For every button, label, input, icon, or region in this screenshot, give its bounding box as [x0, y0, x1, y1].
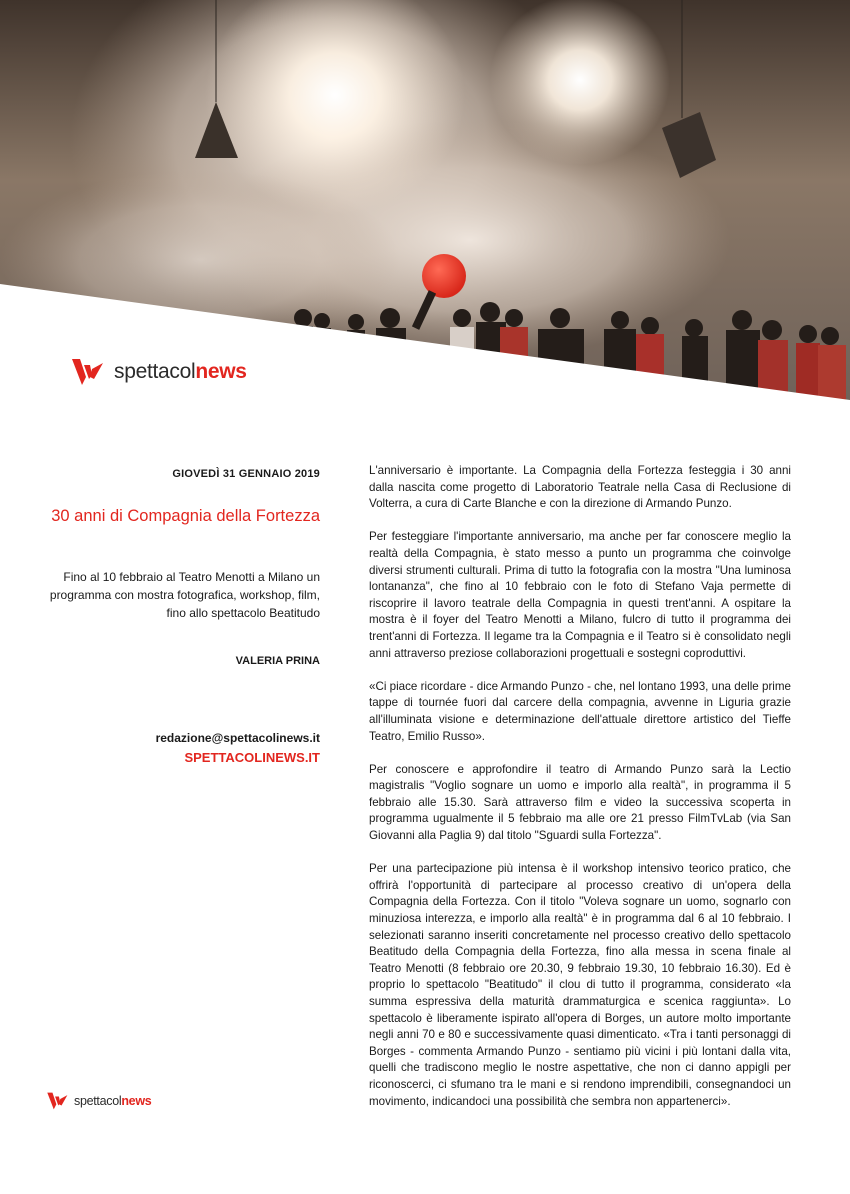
stage-scene-illustration	[0, 0, 850, 400]
article-author: VALERIA PRINA	[235, 655, 320, 667]
article-body	[369, 463, 791, 1127]
footer-brand-logo[interactable]	[46, 1090, 151, 1112]
article-paragraph: L'anniversario è importante. La Compagnia della Fortezza festeggia i 30 anni dalla nascita come progetto di Laboratorio Teatrale nella Casa di Reclusione di Volterra, a cura di Carte Blanche e con la direzione di Armando Punzo.	[369, 464, 791, 511]
brand-logo[interactable]	[70, 355, 247, 389]
article-title: 30 anni di Compagnia della Fortezza	[51, 507, 320, 525]
article-date: GIOVEDÌ 31 GENNAIO 2019	[172, 468, 320, 480]
brand-chevrons-icon	[70, 355, 104, 389]
article-paragraph: «Ci piace ricordare - dice Armando Punzo - che, nel lontano 1993, una delle prime tappe di tournée fuori dal carcere della compagnia, avvenne in Liguria grazie all'illuminata visione e determinazione dell'attuale direttore artistico del Tieffe Teatro, Emilio Russo».	[369, 679, 791, 743]
brand-chevrons-icon	[46, 1090, 68, 1112]
contact-email[interactable]: redazione@spettacolinews.it	[155, 731, 320, 745]
article-paragraph: Per festeggiare l'importante anniversario, ma anche per far conoscere meglio la realtà della Compagnia, è stato messo a punto un programma che coinvolge diversi strumenti culturali. Prima di tutto la fotografia con la mostra "Una luminosa lontananza", che fino al 10 febbraio con le foto di Stefano Vaja permette di riscoprire il lavoro teatrale della Compagnia in questi trent'anni. A ospitare la mostra è il foyer del Teatro Menotti a Milano, fulcro di tutto il programma dei trent'anni di Fortezza. Il legame tra la Compagnia e il Teatro si è consolidato negli anni attraverso preziose collaborazioni progettuali e sostegni coproduttivi.	[369, 530, 791, 660]
site-link[interactable]: SPETTACOLINEWS.IT	[184, 750, 320, 765]
article-paragraph: Per conoscere e approfondire il teatro di Armando Punzo sarà la Lectio magistralis "Voglio sognare un uomo e imporlo alla realtà", in programma il 5 febbraio alle 15.30. Sarà attraverso film e video la successiva scoperta in programma ugualmente il 5 febbraio ma alle ore 21 presso FilmTvLab (via San Giovanni alla Paglia 9) dal titolo "Sguardi sulla Fortezza".	[369, 762, 791, 843]
hero-photo	[0, 0, 850, 400]
brand-wordmark: spettacolnews	[114, 360, 247, 383]
article-paragraph: Per una partecipazione più intensa è il workshop intensivo teorico pratico, che offrirà l'opportunità di partecipare al processo creativo di un'opera della Compagnia della Fortezza. Con il titolo "Voleva sognare un uomo, sognarlo con minuziosa interezza, e imporlo alla realtà" è in programma dal 6 al 10 febbraio. I selezionati saranno inseriti concretamente nel processo creativo dello spettacolo Beatitudo della Compagnia della Fortezza, fino alla messa in scena finale al Teatro Menotti (8 febbraio ore 20.30, 9 febbraio 19.30, 10 febbraio 16.30). Ed è proprio lo spettacolo "Beatitudo" il clou di tutto il programma, considerato «la summa espressiva della maturità drammaturgica e scenica raggiunta». Lo spettacolo è liberamente ispirato all'opera di Borges, un autore molto importante negli anni 70 e 80 e successivamente quasi dimenticato. «Tra i tanti personaggi di Borges - commenta Armando Punzo - sentiamo più vicini i più lontani dalla vita, quelli che tradiscono meglio le nostre aspettative, che non ci danno appigli per riconoscerci, ci sfumano tra le mani e si rendono imprendibili, consegnandoci un movimento, indicandoci una possibilità che sembra non appartenerci».	[369, 862, 791, 1108]
footer-brand-wordmark: spettacolnews	[74, 1094, 152, 1108]
article-subtitle: Fino al 10 febbraio al Teatro Menotti a Milano un programma con mostra fotografica, workshop, film, fino allo spettacolo Beatitudo	[49, 570, 320, 620]
